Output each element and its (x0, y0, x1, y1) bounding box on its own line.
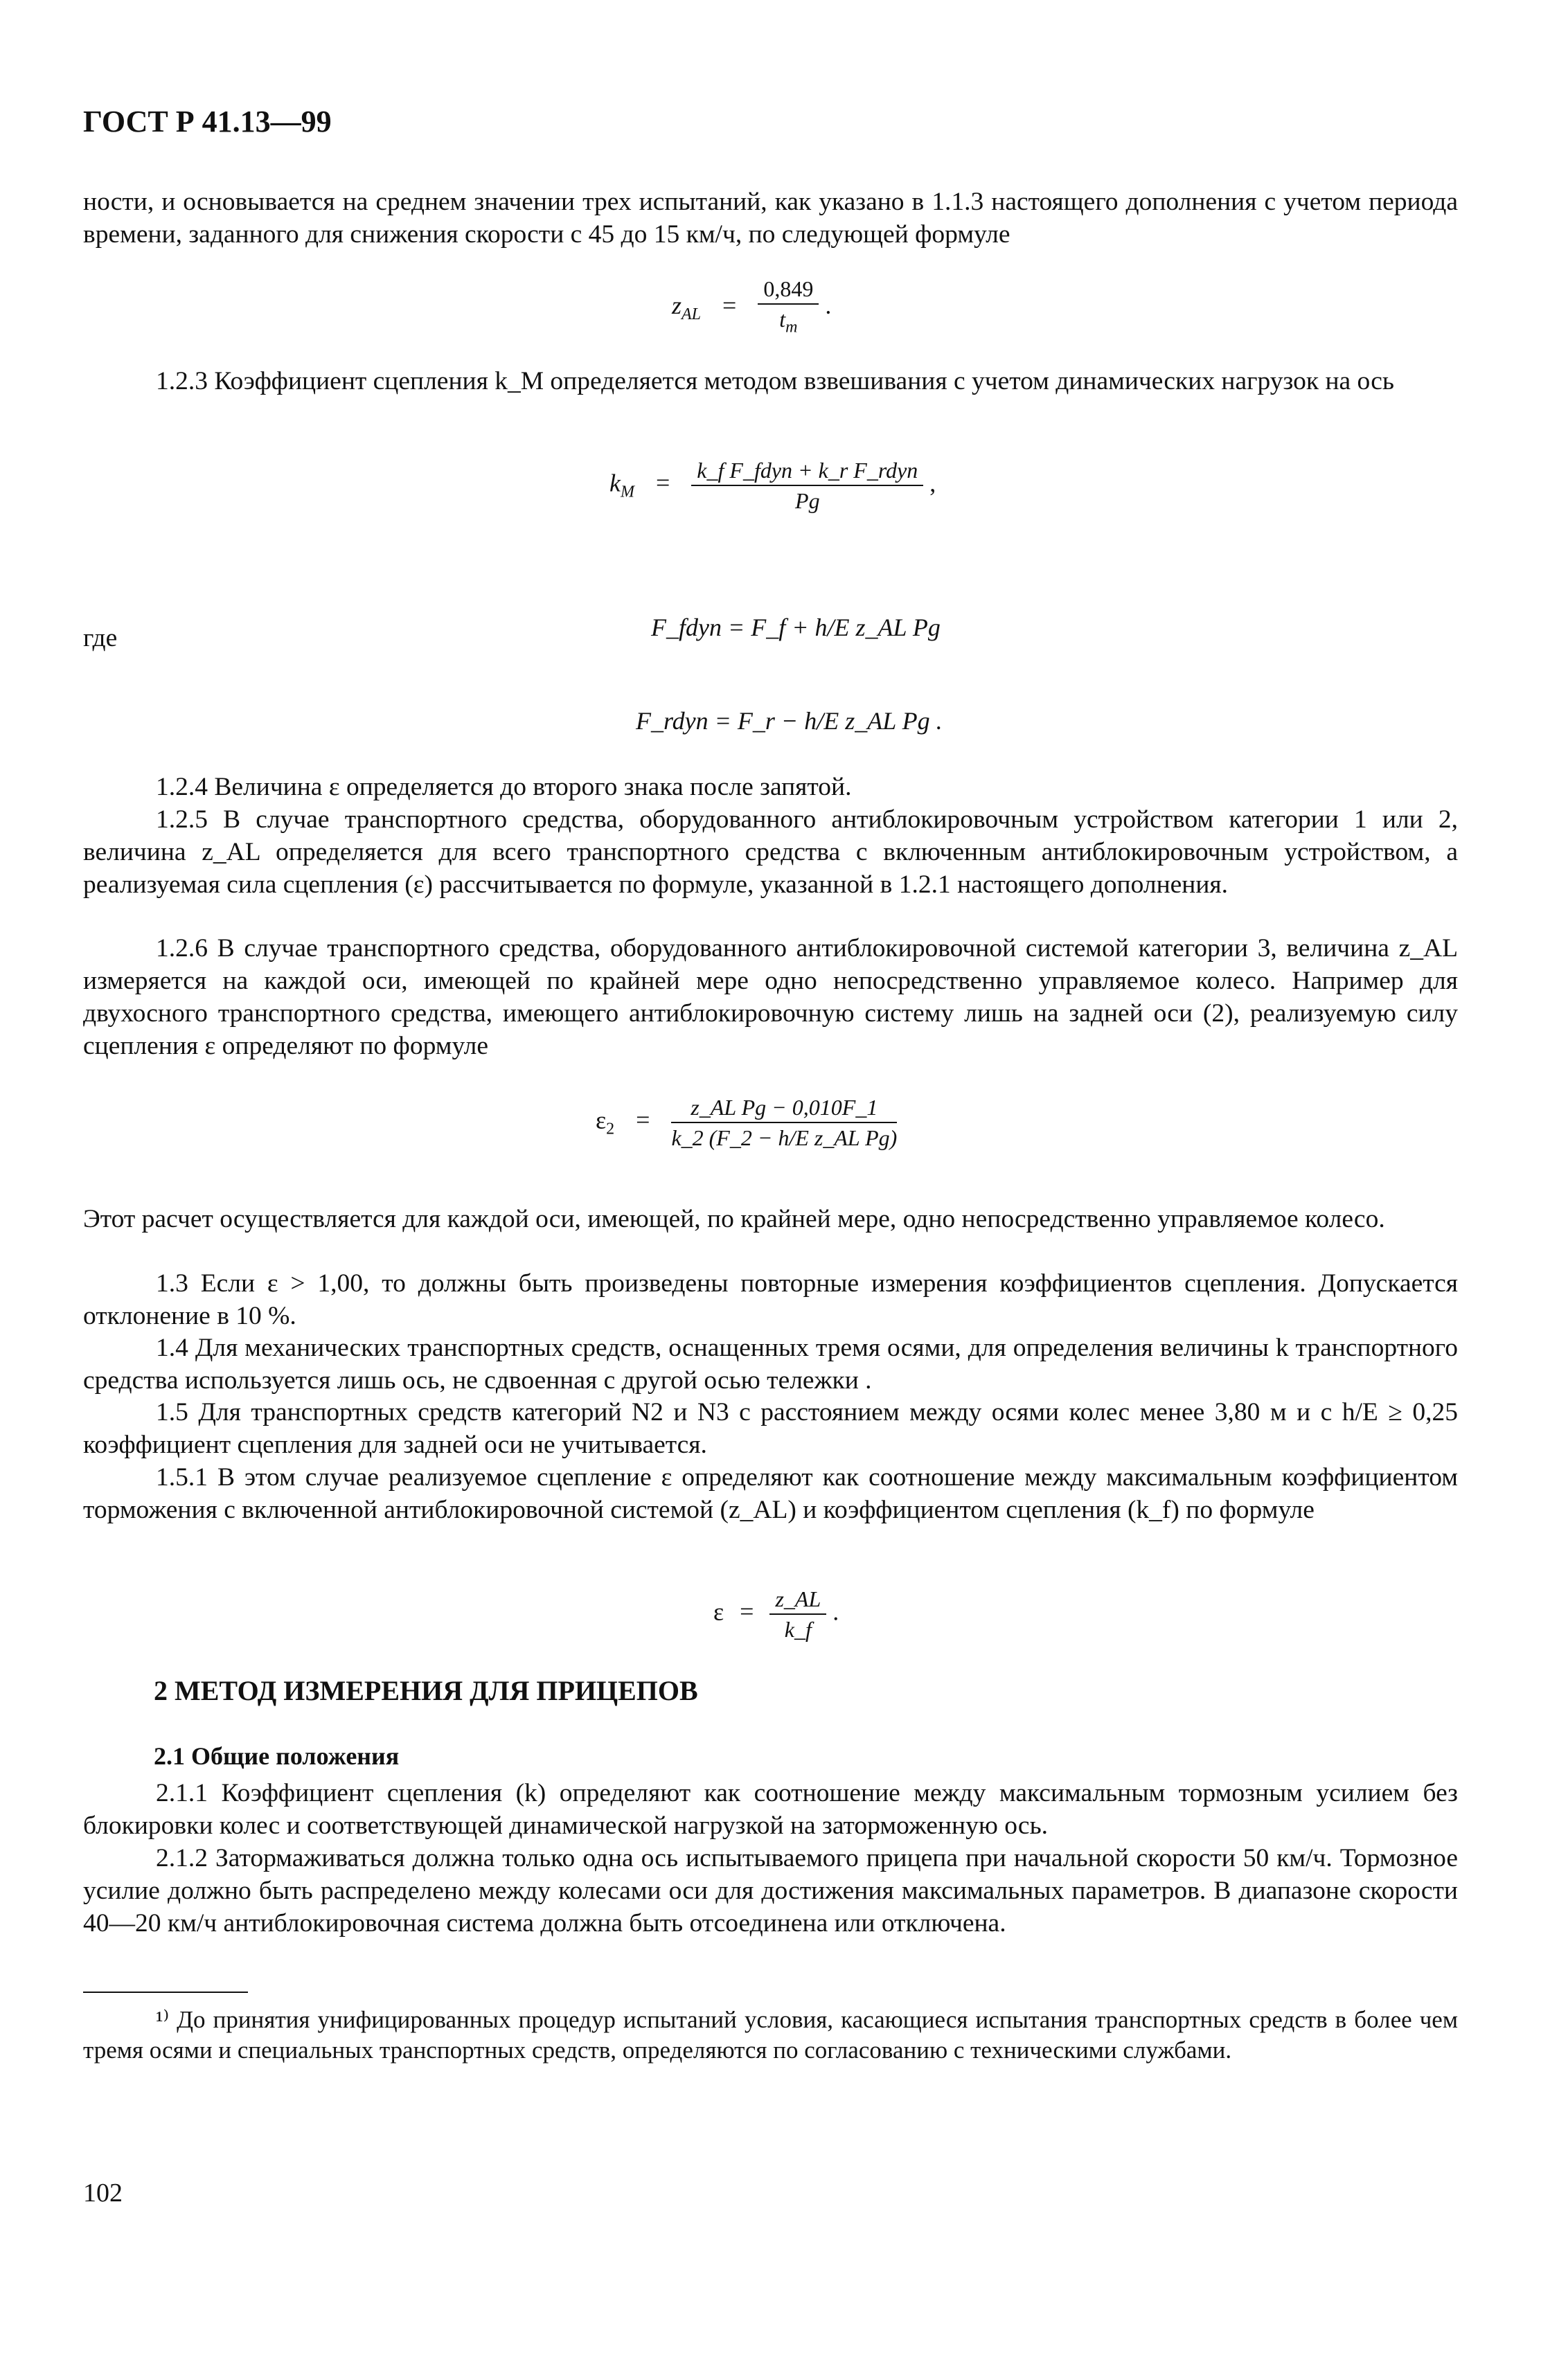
where-label: где (83, 624, 118, 652)
paragraph-2-1-1: 2.1.1 Коэффициент сцепления (k) определяют как соотношение между максимальным тормозным усилием без блокировки колес и соответствующей динамической нагрузкой на заторможенную ось. (83, 1779, 1458, 1840)
paragraph-1-5-1: 1.5.1 В этом случае реализуемое сцепление ε определяют как соотношение между максимальным коэффициентом торможения с включенной антиблокировочной системой (z_AL) и коэффициентом сцепления (k_f) по формуле (83, 1463, 1458, 1524)
formula-eps2: $\varepsilon_2$ = $\frac{\text{z\_AL Pg − 0,010F\_1}}{\text{k\_2 (F\_2 − h/E z\_AL Pg)}}$ (596, 1095, 898, 1150)
footnote-divider (83, 1992, 248, 1993)
formula-km: $k_M$ = $\frac{\text{k\_f F\_fdyn + k\_r F\_rdyn}}{Pg}$ , (609, 458, 936, 513)
section-2-title: 2 МЕТОД ИЗМЕРЕНИЯ ДЛЯ ПРИЦЕПОВ (154, 1675, 698, 1706)
formula-frdyn: F_rdyn = F_r − h/E z_AL Pg . (636, 707, 943, 735)
formula-ffdyn: F_fdyn = F_f + h/E z_AL Pg (651, 614, 941, 641)
paragraph-1-3: 1.3 Если ε > 1,00, то должны быть произведены повторные измерения коэффициентов сцепления. Допускается отклонение в 10 %. (83, 1269, 1458, 1330)
paragraph-1-4: 1.4 Для механических транспортных средств, оснащенных тремя осями, для определения величины k транспортного средства используется лишь ось, не сдвоенная с другой осью тележки . (83, 1334, 1458, 1395)
paragraph-1-2-5: 1.2.5 В случае транспортного средства, оборудованного антиблокировочным устройством категории 1 или 2, величина z_AL определяется для всего транспортного средства с включенным антиблокировочным устройством, а реализуемая сила сцепления (ε) рассчитывается по формуле, указанной в 1.2.1 настоящего дополнения. (83, 805, 1458, 899)
section-2-1-title: 2.1 Общие положения (154, 1742, 400, 1770)
paragraph-1-2-3: 1.2.3 Коэффициент сцепления k_M определяется методом взвешивания с учетом динамических нагрузок на ось (156, 367, 1394, 395)
page-number: 102 (83, 2178, 123, 2208)
paragraph-1-2-4: 1.2.4 Величина ε определяется до второго знака после запятой. (156, 773, 852, 801)
paragraph-1-2-6: 1.2.6 В случае транспортного средства, оборудованного антиблокировочной системой категории 3, величина z_AL измеряется на каждой оси, имеющей по крайней мере одно непосредственно управляемое колесо. Например для двухосного транспортного средства, имеющего антиблокировочную систему лишь на задней оси (2), реализуемую силу сцепления ε определяют по формуле (83, 934, 1458, 1060)
formula-eps: ε = $\frac{z\_AL}{k\_f}$ . (713, 1586, 839, 1642)
footnote: ¹⁾ До принятия унифицированных процедур испытаний условия, касающиеся испытания транспортных средств в более чем тремя осями и специальных транспортных средств, определяются по согласованию с техническими службами. (83, 2006, 1458, 2064)
paragraph-2-1-2: 2.1.2 Затормаживаться должна только одна ось испытываемого прицепа при начальной скорости 50 км/ч. Тормозное усилие должно быть распределено между колесами оси для достижения максимальных параметров. В диапазоне скорости 40—20 км/ч антиблокировочная система должна быть отсоединена или отключена. (83, 1844, 1458, 1938)
formula-zal: $z_{AL}$ = $\frac{0,849}{t_m}$ . (672, 276, 832, 337)
paragraph-continuation: ности, и основывается на среднем значении трех испытаний, как указано в 1.1.3 настоящего дополнения с учетом периода времени, заданного для снижения скорости с 45 до 15 км/ч, по следующей формуле (83, 188, 1458, 249)
paragraph-after-eps2: Этот расчет осуществляется для каждой оси, имеющей, по крайней мере, одно непосредственно управляемое колесо. (83, 1205, 1385, 1233)
standard-header: ГОСТ Р 41.13—99 (83, 105, 332, 138)
paragraph-1-5: 1.5 Для транспортных средств категорий N2 и N3 с расстоянием между осями колес менее 3,80 м и с h/E ≥ 0,25 коэффициент сцепления для задней оси не учитывается. (83, 1398, 1458, 1459)
